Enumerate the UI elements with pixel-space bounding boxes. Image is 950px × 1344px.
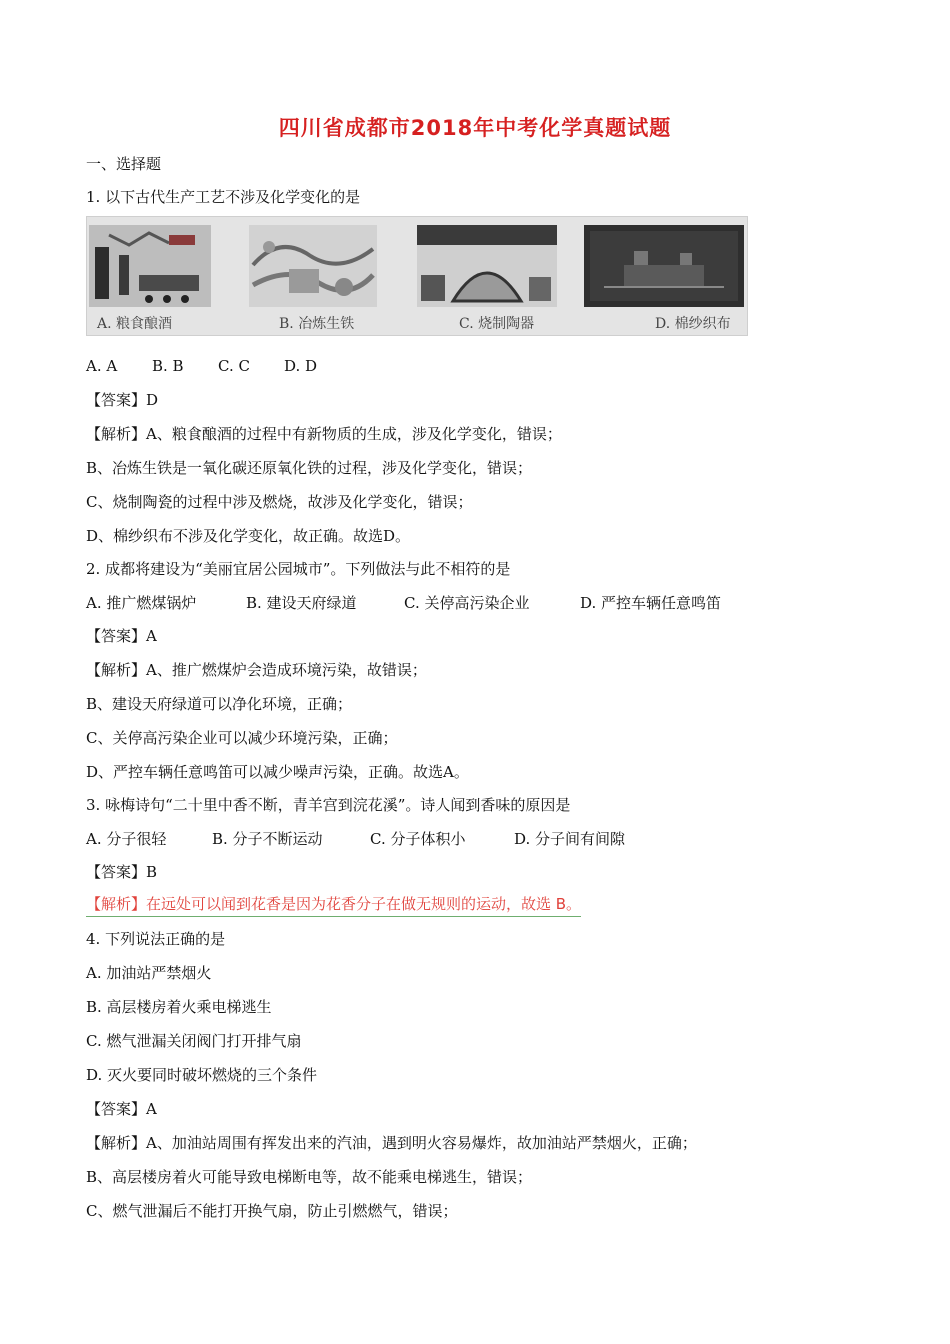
q2-analysis-line: D、严控车辆任意鸣笛可以减少噪声污染，正确。故选A。 [86, 763, 469, 781]
q3-analysis-highlight: 【解析】在远处可以闻到花香是因为花香分子在做无规则的运动，故选 B。 [86, 894, 581, 917]
q2-option-a: A. 推广燃煤锅炉 [86, 594, 197, 612]
q4-option-a: A. 加油站严禁烟火 [86, 964, 212, 982]
q2-option-c: C. 关停高污染企业 [404, 594, 530, 612]
q4-option-d: D. 灭火要同时破坏燃烧的三个条件 [86, 1066, 318, 1084]
q1-option-a: A. A [86, 357, 118, 375]
section-heading: 一、选择题 [86, 155, 162, 173]
q2-options [86, 593, 721, 613]
figure-panel-a [89, 225, 211, 307]
q2-analysis-line: 【解析】A、推广燃煤炉会造成环境污染，故错误； [86, 661, 427, 679]
q1-analysis-line: 【解析】A、粮食酿酒的过程中有新物质的生成，涉及化学变化，错误； [86, 425, 562, 443]
q4-option-b: B. 高层楼房着火乘电梯逃生 [86, 998, 272, 1016]
figure-panel-d [584, 225, 744, 307]
q1-analysis-line: B、冶炼生铁是一氧化碳还原氧化铁的过程，涉及化学变化，错误； [86, 459, 533, 477]
q1-option-c: C. C [218, 357, 250, 375]
q4-analysis-line: B、高层楼房着火可能导致电梯断电等，故不能乘电梯逃生，错误； [86, 1168, 533, 1186]
pottery-image [417, 225, 557, 307]
q1-answer: 【答案】D [86, 391, 159, 409]
q3-option-a: A. 分子很轻 [86, 830, 167, 848]
caption-a: A. 粮食酿酒 [97, 316, 173, 332]
q2-answer: 【答案】A [86, 627, 157, 645]
q4-stem: 4. 下列说法正确的是 [86, 930, 226, 948]
brewing-image [89, 225, 211, 307]
q2-analysis-line: B、建设天府绿道可以净化环境，正确； [86, 695, 353, 713]
q3-answer: 【答案】B [86, 863, 158, 881]
smelting-image [249, 225, 377, 307]
q1-figure [86, 216, 748, 336]
caption-b: B. 冶炼生铁 [279, 316, 355, 332]
q1-analysis-line: C、烧制陶瓷的过程中涉及燃烧，故涉及化学变化，错误； [86, 493, 473, 511]
q3-stem: 3. 咏梅诗句“二十里中香不断，青羊宫到浣花溪”。诗人闻到香味的原因是 [86, 796, 571, 814]
q4-analysis-line: 【解析】A、加油站周围有挥发出来的汽油，遇到明火容易爆炸，故加油站严禁烟火，正确； [86, 1134, 697, 1152]
q4-option-c: C. 燃气泄漏关闭阀门打开排气扇 [86, 1032, 302, 1050]
q1-analysis-line: D、棉纱织布不涉及化学变化，故正确。故选D。 [86, 527, 411, 545]
q1-options [86, 356, 317, 376]
q1-option-b: B. B [152, 357, 184, 375]
q3-option-c: C. 分子体积小 [370, 830, 466, 848]
caption-d: D. 棉纱织布 [655, 316, 731, 332]
page-title: 四川省成都市2018年中考化学真题试题 [278, 116, 672, 140]
weaving-image [584, 225, 744, 307]
q1-stem: 1. 以下古代生产工艺不涉及化学变化的是 [86, 188, 361, 206]
figure-panel-c [417, 225, 557, 307]
q1-option-d: D. D [284, 357, 318, 375]
q3-option-d: D. 分子间有间隙 [514, 830, 626, 848]
q4-analysis-line: C、燃气泄漏后不能打开换气扇，防止引燃燃气，错误； [86, 1202, 458, 1220]
q4-answer: 【答案】A [86, 1100, 157, 1118]
q2-option-b: B. 建设天府绿道 [246, 594, 357, 612]
q3-options [86, 829, 625, 849]
caption-c: C. 烧制陶器 [459, 316, 535, 332]
q2-stem: 2. 成都将建设为“美丽宜居公园城市”。下列做法与此不相符的是 [86, 560, 511, 578]
q2-option-d: D. 严控车辆任意鸣笛 [580, 594, 722, 612]
q2-analysis-line: C、关停高污染企业可以减少环境污染，正确； [86, 729, 398, 747]
figure-panel-b [249, 225, 377, 307]
q3-option-b: B. 分子不断运动 [212, 830, 323, 848]
